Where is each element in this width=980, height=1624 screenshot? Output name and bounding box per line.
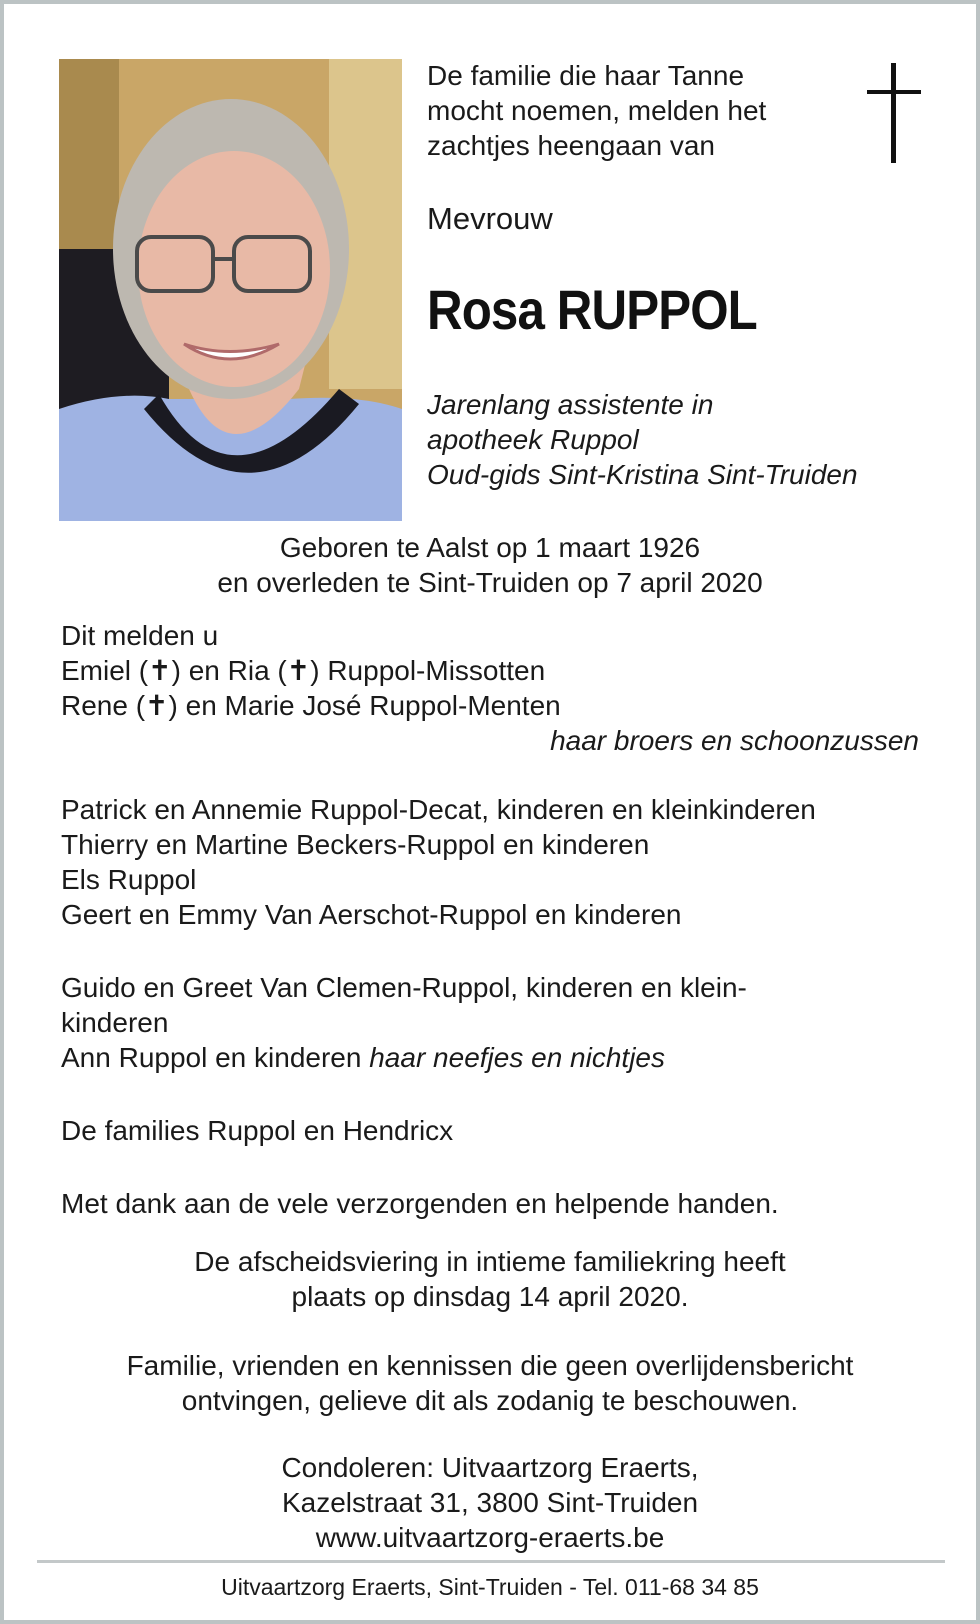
family-line: kinderen: [61, 1007, 169, 1038]
birth-death-text: [4, 530, 976, 600]
cross-icon: [867, 63, 921, 163]
deceased-name: Rosa RUPPOL: [427, 278, 757, 341]
nephews-block: [61, 970, 919, 1075]
condolence-line: Condoleren: Uitvaartzorg Eraerts,: [281, 1452, 699, 1483]
family-line: Thierry en Martine Beckers-Ruppol en kinderen: [61, 829, 650, 860]
divider: [37, 1560, 945, 1563]
intro-line: De familie die haar Tanne: [427, 60, 745, 91]
occupation-text: [427, 387, 858, 492]
thanks-line: Met dank aan de vele verzorgenden en helpende handen.: [61, 1188, 779, 1219]
siblings-block: [61, 618, 919, 758]
family-line: Geert en Emmy Van Aerschot-Ruppol en kinderen: [61, 899, 682, 930]
occupation-line: Jarenlang assistente in: [427, 389, 714, 420]
deceased-mark-icon: ✝: [145, 690, 169, 721]
relation-label: haar broers en schoonzussen: [550, 725, 919, 756]
website-link[interactable]: www.uitvaartzorg-eraerts.be: [315, 1522, 665, 1553]
portrait-photo: [59, 59, 402, 521]
condolence-text: [4, 1450, 976, 1555]
condolence-line: Kazelstraat 31, 3800 Sint-Truiden: [281, 1487, 699, 1518]
birth-line: Geboren te Aalst op 1 maart 1926: [279, 532, 701, 563]
ceremony-text: [4, 1244, 976, 1314]
intro-line: mocht noemen, melden het: [427, 95, 767, 126]
family-line: Ann Ruppol en kinderen haar neefjes en nichtjes: [61, 1042, 665, 1073]
occupation-line: Oud-gids Sint-Kristina Sint-Truiden: [427, 459, 858, 490]
intro-line: zachtjes heengaan van: [427, 130, 715, 161]
death-line: en overleden te Sint-Truiden op 7 april 2020: [217, 567, 763, 598]
announcers-intro: Dit melden u: [61, 620, 219, 651]
families-line: De families Ruppol en Hendricx: [61, 1115, 454, 1146]
footer-text: Uitvaartzorg Eraerts, Sint-Truiden - Tel. 011-68 34 85: [221, 1574, 759, 1600]
sibling-line: Emiel (✝) en Ria (✝) Ruppol-Missotten: [61, 655, 546, 686]
notice-text: [4, 1348, 976, 1418]
children-block: [61, 792, 919, 932]
family-line: Patrick en Annemie Ruppol-Decat, kinderen en kleinkinderen: [61, 794, 816, 825]
notice-line: ontvingen, gelieve dit als zodanig te beschouwen.: [181, 1385, 799, 1416]
intro-text: [427, 58, 766, 163]
family-line: Els Ruppol: [61, 864, 197, 895]
relation-label: haar neefjes en nichtjes: [369, 1042, 665, 1073]
ceremony-line: plaats op dinsdag 14 april 2020.: [291, 1281, 689, 1312]
family-line: Guido en Greet Van Clemen-Ruppol, kinderen en klein-: [61, 972, 747, 1003]
deceased-mark-icon: ✝: [148, 655, 172, 686]
salutation: Mevrouw: [427, 201, 553, 236]
deceased-mark-icon: ✝: [286, 655, 311, 686]
ceremony-line: De afscheidsviering in intieme familiekring heeft: [194, 1246, 786, 1277]
occupation-line: apotheek Ruppol: [427, 424, 639, 455]
notice-line: Familie, vrienden en kennissen die geen overlijdensbericht: [126, 1350, 854, 1381]
sibling-line: Rene (✝) en Marie José Ruppol-Menten: [61, 690, 561, 721]
